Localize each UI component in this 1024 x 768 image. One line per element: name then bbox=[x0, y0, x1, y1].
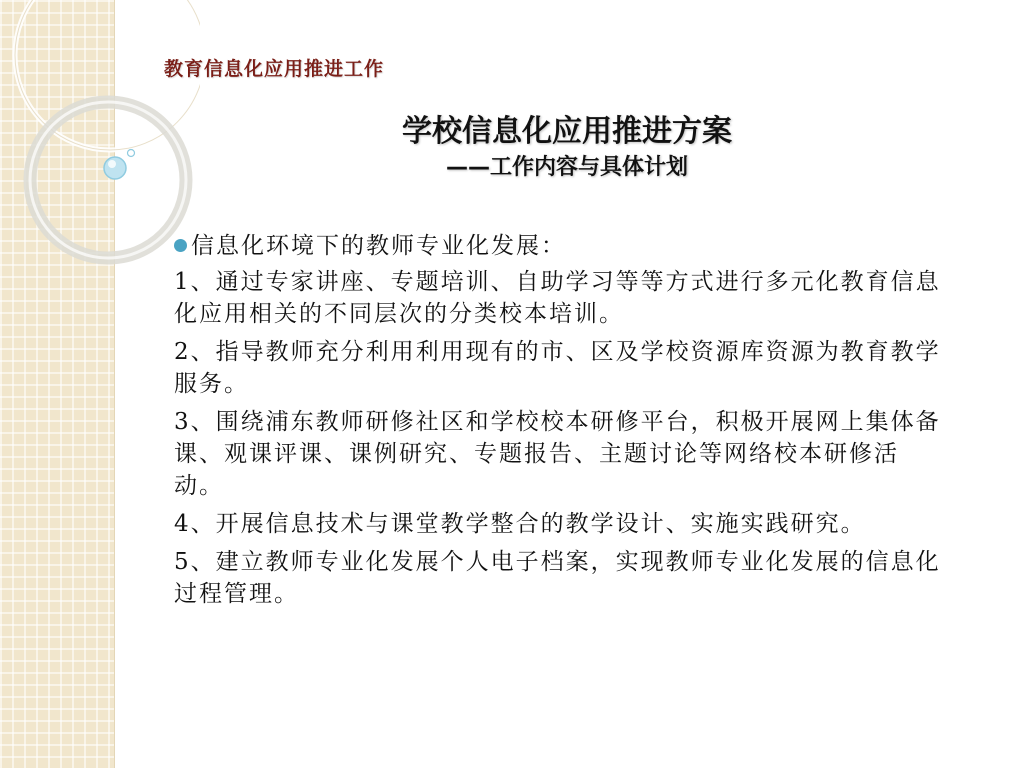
content-body bbox=[174, 228, 974, 616]
bullet-dot-icon bbox=[174, 239, 187, 252]
section-title: 教育信息化应用推进工作 bbox=[164, 58, 385, 80]
bullet-heading-text: 信息化环境下的教师专业化发展： bbox=[191, 233, 566, 259]
slide-title: 学校信息化应用推进方案 bbox=[402, 114, 732, 149]
list-item: 4、开展信息技术与课堂教学整合的教学设计、实施实践研究。 bbox=[174, 511, 866, 537]
slide-subtitle: ——工作内容与具体计划 bbox=[445, 155, 688, 180]
list-item: 3、围绕浦东教师研修社区和学校校本研修平台，积极开展网上集体备课、观课评课、课例研究、专题报告、主题讨论等网络校本研修活动。 bbox=[174, 409, 941, 499]
list-item: 5、建立教师专业化发展个人电子档案，实现教师专业化发展的信息化过程管理。 bbox=[174, 549, 941, 607]
bullet-heading bbox=[174, 228, 974, 264]
list-item: 1、通过专家讲座、专题培训、自助学习等等方式进行多元化教育信息化应用相关的不同层次的分类校本培训。 bbox=[174, 269, 941, 327]
list-item: 2、指导教师充分利用利用现有的市、区及学校资源库资源为教育教学服务。 bbox=[174, 339, 941, 397]
